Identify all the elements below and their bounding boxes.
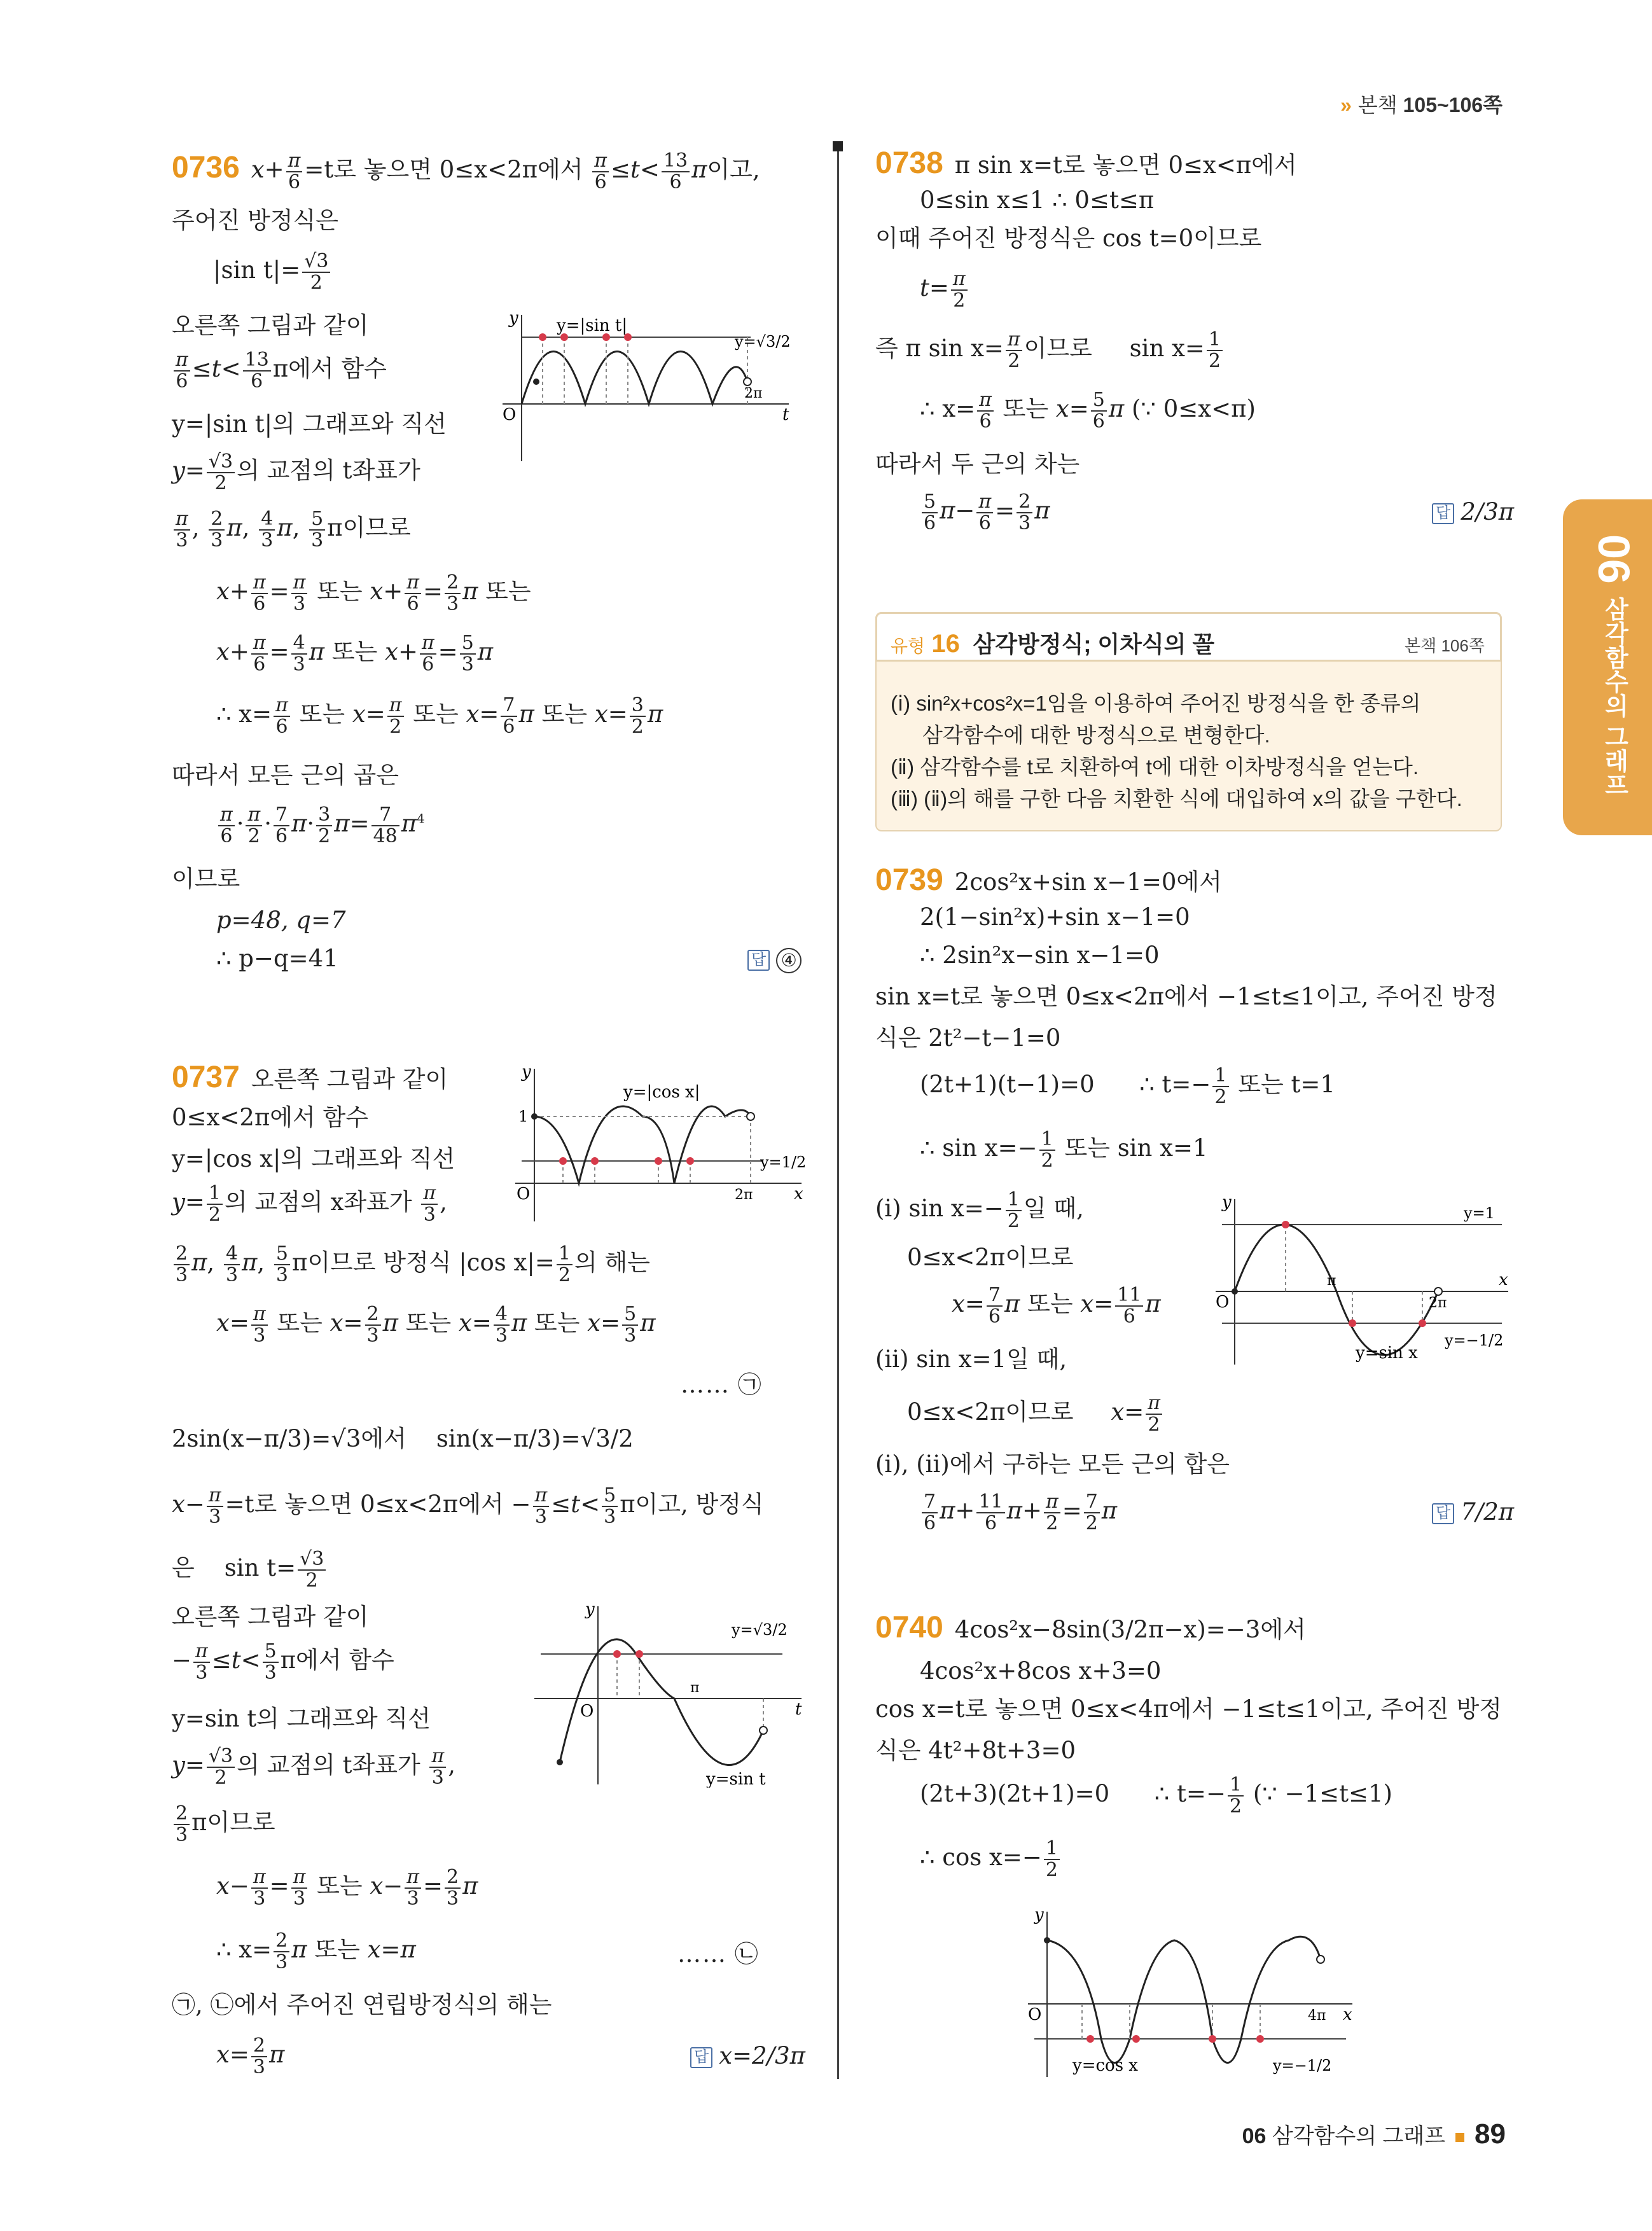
type-item-3: (ⅲ) (ⅱ)의 해를 구한 다음 치환한 식에 대입하여 x의 값을 구한다. <box>891 787 1462 810</box>
text-line: y=|cos x|의 그래프와 직선 <box>172 1145 455 1172</box>
svg-text:O: O <box>580 1702 594 1721</box>
type-item-2: (ⅱ) 삼각함수를 t로 치환하여 t에 대한 이차방정식을 얻는다. <box>891 755 1419 779</box>
equation: ∴ x= $\frac{\pi}{6}$ 또는 x= $\frac{\pi}{2}$ 또는 x= $\frac{7}{6}$ π 또는 x= $\frac{3}{2}$ π <box>216 694 663 738</box>
svg-text:y=sin x: y=sin x <box>1356 1344 1418 1363</box>
text-line: y= $\frac{√3}{2}$ 의 교점의 t좌표가 <box>172 450 420 494</box>
equation: x+ $\frac{\pi}{6}$ = $\frac{\pi}{3}$ 또는 x+ $\frac{\pi}{6}$ = $\frac{2}{3}$ π 또는 <box>216 571 531 615</box>
svg-text:t: t <box>795 1700 802 1719</box>
equation: (2t+1)(t−1)=0 ∴ t=− $\frac{1}{2}$ 또는 t=1 <box>920 1064 1335 1108</box>
equation: ∴ x= $\frac{2}{3}$ π 또는 x=π <box>216 1929 416 1973</box>
text-line: 이때 주어진 방정식은 cos t=0이므로 <box>875 225 1262 252</box>
equation: 2sin(x−π/3)=√3에서 sin(x−π/3)=√3/2 <box>172 1425 634 1452</box>
text-line: $\frac{2}{3}$ π, $\frac{4}{3}$ π, $\frac{5}{3}$ π이므로 방정식 |cos x|= $\frac{1}{2}$ 의 해는 <box>172 1244 650 1285</box>
problem-0737-line1: 0737 오른쪽 그림과 같이 <box>172 1060 448 1094</box>
svg-text:y=|sin t|: y=|sin t| <box>557 316 628 335</box>
svg-text:x: x <box>794 1185 803 1204</box>
problem-0739-line1: 0739 2cos²x+sin x−1=0에서 <box>875 863 1222 897</box>
svg-text:2π: 2π <box>735 1187 753 1203</box>
svg-text:y: y <box>522 1066 531 1081</box>
text-line: ㉠, ㉡에서 주어진 연립방정식의 해는 <box>172 1991 552 2019</box>
equation: 0≤sin x≤1 ∴ 0≤t≤π <box>920 186 1155 214</box>
text-line: 은 sin t= $\frac{√3}{2}$ <box>172 1549 328 1590</box>
svg-text:4π: 4π <box>1308 2008 1326 2024</box>
svg-text:x: x <box>1343 2005 1352 2024</box>
text-line: x− $\frac{\pi}{3}$ =t로 놓으면 0≤x<2π에서 − $\frac{\pi}{3}$ ≤t< $\frac{5}{3}$ π이고, 방정식 <box>172 1484 764 1528</box>
text-line: 따라서 모든 근의 곱은 <box>172 761 399 789</box>
type-label: 유형 16 삼각방정식; 이차식의 꼴 <box>891 630 1215 658</box>
svg-text:2π: 2π <box>744 386 763 401</box>
svg-text:y=cos x: y=cos x <box>1072 2056 1138 2075</box>
text-line: 식은 2t²−t−1=0 <box>875 1024 1061 1052</box>
svg-text:y: y <box>585 1603 595 1619</box>
text-line: $\frac{2}{3}$ π이므로 <box>172 1804 275 1845</box>
column-divider <box>837 145 839 2079</box>
text-line: (ⅰ), (ⅱ)에서 구하는 모든 근의 합은 <box>875 1450 1230 1478</box>
page-reference: » 본책 105~106쪽 <box>1340 94 1503 116</box>
answer-icon: 답 <box>1432 1503 1454 1524</box>
equation: x− $\frac{\pi}{3}$ = $\frac{\pi}{3}$ 또는 x− $\frac{\pi}{3}$ = $\frac{2}{3}$ π <box>216 1866 478 1910</box>
svg-text:y=sin t: y=sin t <box>706 1770 766 1788</box>
svg-text:O: O <box>1028 2005 1042 2024</box>
equation: p=48, q=7 <box>216 907 346 934</box>
graph-sin-x <box>1209 1196 1515 1368</box>
text-line: $\frac{\pi}{3}$ , $\frac{2}{3}$ π, $\frac{4}{3}$ π, $\frac{5}{3}$ π이므로 <box>172 509 411 550</box>
svg-text:π: π <box>1327 1273 1336 1289</box>
equation: ∴ 2sin²x−sin x−1=0 <box>920 942 1160 969</box>
page-footer: 06 삼각함수의 그래프 89 <box>1242 2118 1506 2150</box>
graph-abs-cos <box>509 1066 808 1225</box>
equation: ∴ p−q=41 <box>216 945 338 972</box>
equation: $\frac{\pi}{6}$ · $\frac{\pi}{2}$ · $\frac{7}{6}$ π· $\frac{3}{2}$ π= $\frac{7}{48}$ $\pi^4$ <box>216 805 425 846</box>
problem-0736-line1: 0736 x+ $\frac{\pi}{6}$ =t로 놓으면 0≤x<2π에서 $\frac{\pi}{6}$ ≤t< $\frac{13}{6}$ π이고, <box>172 149 760 193</box>
text-line: 주어진 방정식은 <box>172 207 338 234</box>
svg-text:y: y <box>509 312 518 328</box>
equation: |sin t|= $\frac{√3}{2}$ <box>213 251 332 293</box>
answer-icon: 답 <box>690 2047 712 2068</box>
double-chevron-icon: » <box>1340 94 1352 116</box>
equation: x= $\frac{7}{6}$ π 또는 x= $\frac{11}{6}$ π <box>952 1284 1161 1328</box>
svg-text:x: x <box>1499 1270 1508 1289</box>
svg-text:y=√3/2: y=√3/2 <box>735 333 791 351</box>
graph-sin-t <box>528 1603 808 1788</box>
text-line: y=sin t의 그래프와 직선 <box>172 1705 431 1732</box>
text-line: 즉 π sin x= $\frac{\pi}{2}$ 이므로 sin x= $\frac{1}{2}$ <box>875 330 1225 371</box>
svg-text:π: π <box>690 1680 700 1696</box>
svg-text:O: O <box>503 405 517 424</box>
equation: 2(1−sin²x)+sin x−1=0 <box>920 903 1190 931</box>
text-line: sin x=t로 놓으면 0≤x<2π에서 −1≤t≤1이고, 주어진 방정 <box>875 983 1497 1010</box>
svg-text:y=−1/2: y=−1/2 <box>1445 1331 1504 1349</box>
type-item-1b: 삼각함수에 대한 방정식으로 변형한다. <box>922 723 1270 747</box>
page-number: 89 <box>1475 2118 1506 2150</box>
text-line: 오른쪽 그림과 같이 <box>172 1603 369 1630</box>
divider-marker <box>833 141 843 151</box>
svg-text:y=1: y=1 <box>1464 1204 1495 1222</box>
equation: $\frac{5}{6}$ π− $\frac{\pi}{6}$ = $\frac{2}{3}$ π <box>920 492 1050 533</box>
text-line: (ⅰ) sin x=− $\frac{1}{2}$ 일 때, <box>875 1188 1084 1232</box>
svg-text:y=√3/2: y=√3/2 <box>732 1621 788 1639</box>
equation: $\frac{7}{6}$ π+ $\frac{11}{6}$ π+ $\frac{\pi}{2}$ = $\frac{7}{2}$ π <box>920 1492 1117 1533</box>
equation: x= $\frac{2}{3}$ π <box>216 2034 285 2078</box>
text-line: 0≤x<2π에서 함수 <box>172 1104 368 1131</box>
text-line: y=|sin t|의 그래프와 직선 <box>172 410 447 438</box>
svg-text:1: 1 <box>518 1108 529 1125</box>
equation: ∴ cos x=− $\frac{1}{2}$ <box>920 1838 1062 1880</box>
problem-0738-line1: 0738 π sin x=t로 놓으면 0≤x<π에서 <box>875 146 1297 180</box>
equation: x= $\frac{\pi}{3}$ 또는 x= $\frac{2}{3}$ π 또는 x= $\frac{4}{3}$ π 또는 x= $\frac{5}{3}$ π <box>216 1303 656 1347</box>
type-item-1: (ⅰ) sin²x+cos²x=1임을 이용하여 주어진 방정식을 한 종류의 <box>891 692 1421 715</box>
text-line: 이므로 <box>172 865 240 893</box>
answer-0738: 답 2/3π <box>1432 498 1514 526</box>
answer-0737: 답 x=2/3π <box>690 2042 805 2070</box>
svg-text:y=|cos x|: y=|cos x| <box>623 1083 700 1102</box>
graph-cos-x <box>1022 1908 1359 2080</box>
equation: 4cos²x+8cos x+3=0 <box>920 1657 1162 1685</box>
text-line: 0≤x<2π이므로 <box>907 1244 1074 1271</box>
svg-text:y=−1/2: y=−1/2 <box>1273 2057 1332 2075</box>
svg-text:O: O <box>517 1185 531 1204</box>
graph-abs-sin <box>496 312 795 464</box>
equation: x+ $\frac{\pi}{6}$ = $\frac{4}{3}$ π 또는 x+ $\frac{\pi}{6}$ = $\frac{5}{3}$ π <box>216 632 494 676</box>
text-line: − $\frac{\pi}{3}$ ≤t< $\frac{5}{3}$ π에서 함수 <box>172 1640 394 1684</box>
marker-2: …… ㉡ <box>677 1940 758 1968</box>
svg-text:t: t <box>782 405 789 424</box>
svg-text:y: y <box>1034 1908 1044 1924</box>
answer-icon: 답 <box>747 950 770 971</box>
chapter-tab-label: 06삼각함수의 그래프 <box>1589 534 1639 797</box>
equation: t= $\frac{\pi}{2}$ <box>920 269 969 310</box>
type-page-ref: 본책 106쪽 <box>1405 636 1485 655</box>
text-line: 식은 4t²+8t+3=0 <box>875 1737 1076 1764</box>
text-line: 오른쪽 그림과 같이 <box>172 312 369 339</box>
marker-1: …… ㉠ <box>681 1371 761 1398</box>
answer-0739: 답 7/2π <box>1432 1498 1514 1526</box>
text-line: cos x=t로 놓으면 0≤x<4π에서 −1≤t≤1이고, 주어진 방정 <box>875 1695 1502 1723</box>
svg-text:y: y <box>1222 1196 1232 1212</box>
answer-icon: 답 <box>1432 503 1454 524</box>
svg-text:y=1/2: y=1/2 <box>760 1153 807 1171</box>
svg-text:2π: 2π <box>1429 1295 1447 1311</box>
svg-text:O: O <box>1216 1293 1230 1312</box>
equation: ∴ sin x=− $\frac{1}{2}$ 또는 sin x=1 <box>920 1128 1208 1172</box>
problem-0740-line1: 0740 4cos²x−8sin(3/2π−x)=−3에서 <box>875 1611 1306 1644</box>
text-line: (ⅱ) sin x=1일 때, <box>875 1345 1067 1373</box>
text-line: y= $\frac{√3}{2}$ 의 교점의 t좌표가 $\frac{\pi}{3}$ , <box>172 1745 455 1789</box>
text-line: 0≤x<2π이므로 x= $\frac{\pi}{2}$ <box>907 1393 1164 1435</box>
equation: (2t+3)(2t+1)=0 ∴ t=− $\frac{1}{2}$ (∵ −1≤t≤1) <box>920 1774 1392 1817</box>
text-line: 따라서 두 근의 차는 <box>875 450 1080 478</box>
text-line: y= $\frac{1}{2}$ 의 교점의 x좌표가 $\frac{\pi}{3}$ , <box>172 1182 447 1226</box>
square-bullet-icon <box>1455 2133 1464 2142</box>
equation: ∴ x= $\frac{\pi}{6}$ 또는 x= $\frac{5}{6}$ π (∵ 0≤x<π) <box>920 389 1256 433</box>
text-line: $\frac{\pi}{6}$ ≤t< $\frac{13}{6}$ π에서 함수 <box>172 350 387 391</box>
answer-0736: 답 ④ <box>747 945 802 973</box>
